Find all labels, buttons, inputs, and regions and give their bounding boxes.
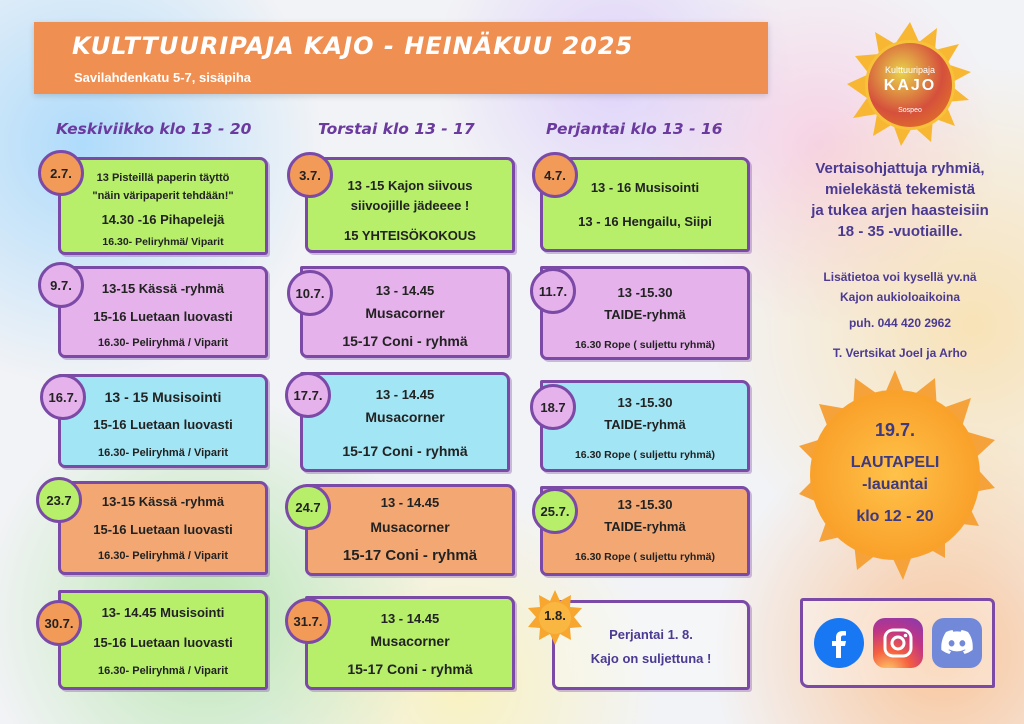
event-card-thu-2 [300,266,510,358]
event-line: 13-15 Kässä -ryhmä [101,281,225,296]
date-badge: 30.7. [36,600,82,646]
event-line: 13 -15.30 [617,395,673,410]
date-badge: 24.7 [285,484,331,530]
logo-line3: Sospeo [898,107,922,114]
event-line: 15-17 Coni - ryhmä [342,333,468,349]
event-line: 16.30 Rope ( suljettu ryhmä) [574,339,716,351]
event-line: 13- 14.45 Musisointi [101,605,225,620]
page-title: KULTTUURIPAJA KAJO - HEINÄKUU 2025 [72,32,634,60]
event-card-thu-5 [305,596,515,690]
instagram-icon[interactable] [873,618,923,668]
event-line: 13 -15.30 [617,497,673,512]
event-line: TAIDE-ryhmä [604,307,686,322]
event-line: 13 Pisteillä paperin täyttö [96,172,230,184]
event-line: Musacorner [370,633,450,649]
date-badge: 11.7. [530,268,576,314]
event-line: 13 - 16 Musisointi [590,180,700,195]
sun-time: klo 12 - 20 [856,508,934,525]
contact-line: Lisätietoa voi kysellä yv.nä [823,270,977,284]
event-line: TAIDE-ryhmä [604,519,686,534]
discord-icon[interactable] [932,618,982,668]
date-badge: 16.7. [40,374,86,420]
logo-badge [865,40,955,130]
event-line: 13 - 15 Musisointi [104,389,222,405]
date-badge: 2.7. [38,150,84,196]
event-line: Musacorner [370,519,450,535]
info-line: mielekästä tekemistä [824,181,976,198]
event-line: 15-16 Luetaan luovasti [93,417,233,432]
day-header-wed: Keskiviikko klo 13 - 20 [56,120,252,138]
event-line: 15-17 Coni - ryhmä [342,443,468,459]
event-card-thu-3 [300,372,510,472]
event-line: 13 - 14.45 [375,387,435,402]
event-line: 16.30- Peliryhmä / Viparit [97,665,229,677]
info-description [780,158,1020,242]
header-banner [34,22,768,94]
kajo-logo [845,22,975,147]
sun-line2: -lauantai [862,476,928,493]
date-badge: 1.8. [544,608,566,623]
day-header-thu: Torstai klo 13 - 17 [318,120,475,138]
event-line: siivoojille jädeeee ! [350,198,470,213]
date-badge: 31.7. [285,598,331,644]
info-line: Vertaisohjattuja ryhmiä, [815,160,985,177]
logo-line2: KAJO [883,77,937,94]
event-line: 15-17 Coni - ryhmä [342,547,478,564]
event-line: 13-15 Kässä -ryhmä [101,494,225,509]
event-line: 15-16 Luetaan luovasti [93,635,233,650]
sun-core [810,390,980,560]
event-card-wed-2 [58,266,268,358]
day-header-fri: Perjantai klo 13 - 16 [546,120,723,138]
event-line: 16.30- Peliryhmä / Viparit [97,550,229,562]
sun-date: 19.7. [874,420,916,440]
contact-signature: T. Vertsikat Joel ja Arho [832,346,968,360]
date-badge: 25.7. [532,488,578,534]
event-line: 13 - 16 Hengailu, Siipi [578,214,712,229]
info-line: 18 - 35 -vuotiaille. [837,223,963,240]
event-line: Kajo on suljettuna ! [590,651,712,666]
date-badge: 23.7 [36,477,82,523]
info-line: ja tukea arjen haasteisiin [811,202,989,219]
event-line: 14.30 -16 Pihapelejä [101,212,225,227]
contact-line: Kajon aukioloaikoina [839,290,961,304]
event-card-wed-1 [58,157,268,255]
page-subtitle: Savilahdenkatu 5-7, sisäpiha [74,70,252,85]
event-line: "näin väripaperit tehdään!" [92,190,234,202]
event-card-thu-4 [305,484,515,576]
event-line: 15-16 Luetaan luovasti [93,522,233,537]
event-card-wed-3 [58,374,268,468]
event-line: 16.30- Peliryhmä / Viparit [97,337,229,349]
date-badge: 9.7. [38,262,84,308]
event-line: 15 YHTEISÖKOKOUS [344,228,476,243]
event-line: 15-17 Coni - ryhmä [347,661,473,677]
event-line: 13 -15 Kajon siivous [347,178,473,193]
event-card-thu-1 [305,157,515,253]
event-line: 16.30 Rope ( suljettu ryhmä) [574,449,716,461]
event-line: 13 - 14.45 [380,611,440,626]
contact-phone: puh. 044 420 2962 [848,316,952,330]
date-badge: 10.7. [287,270,333,316]
event-line: Musacorner [365,409,445,425]
event-line: 16.30- Peliryhmä/ Viparit [102,236,224,248]
event-line: Perjantai 1. 8. [609,627,693,642]
date-badge: 18.7 [530,384,576,430]
event-line: 16.30- Peliryhmä / Viparit [97,447,229,459]
event-line: Musacorner [365,305,445,321]
event-line: 13 - 14.45 [375,283,435,298]
event-line: 16.30 Rope ( suljettu ryhmä) [574,551,716,563]
event-line: 15-16 Luetaan luovasti [93,309,233,324]
logo-line1: Kulttuuripaja [884,65,936,75]
date-badge: 3.7. [287,152,333,198]
date-badge: 17.7. [285,372,331,418]
date-badge: 4.7. [532,152,578,198]
event-card-wed-5 [58,590,268,690]
event-line: 13 - 14.45 [380,495,440,510]
event-line: TAIDE-ryhmä [604,417,686,432]
event-card-wed-4 [58,481,268,575]
sun-line1: LAUTAPELI [850,454,940,471]
saturday-event-sun [795,370,995,590]
facebook-icon[interactable] [814,618,864,668]
event-line: 13 -15.30 [617,285,673,300]
